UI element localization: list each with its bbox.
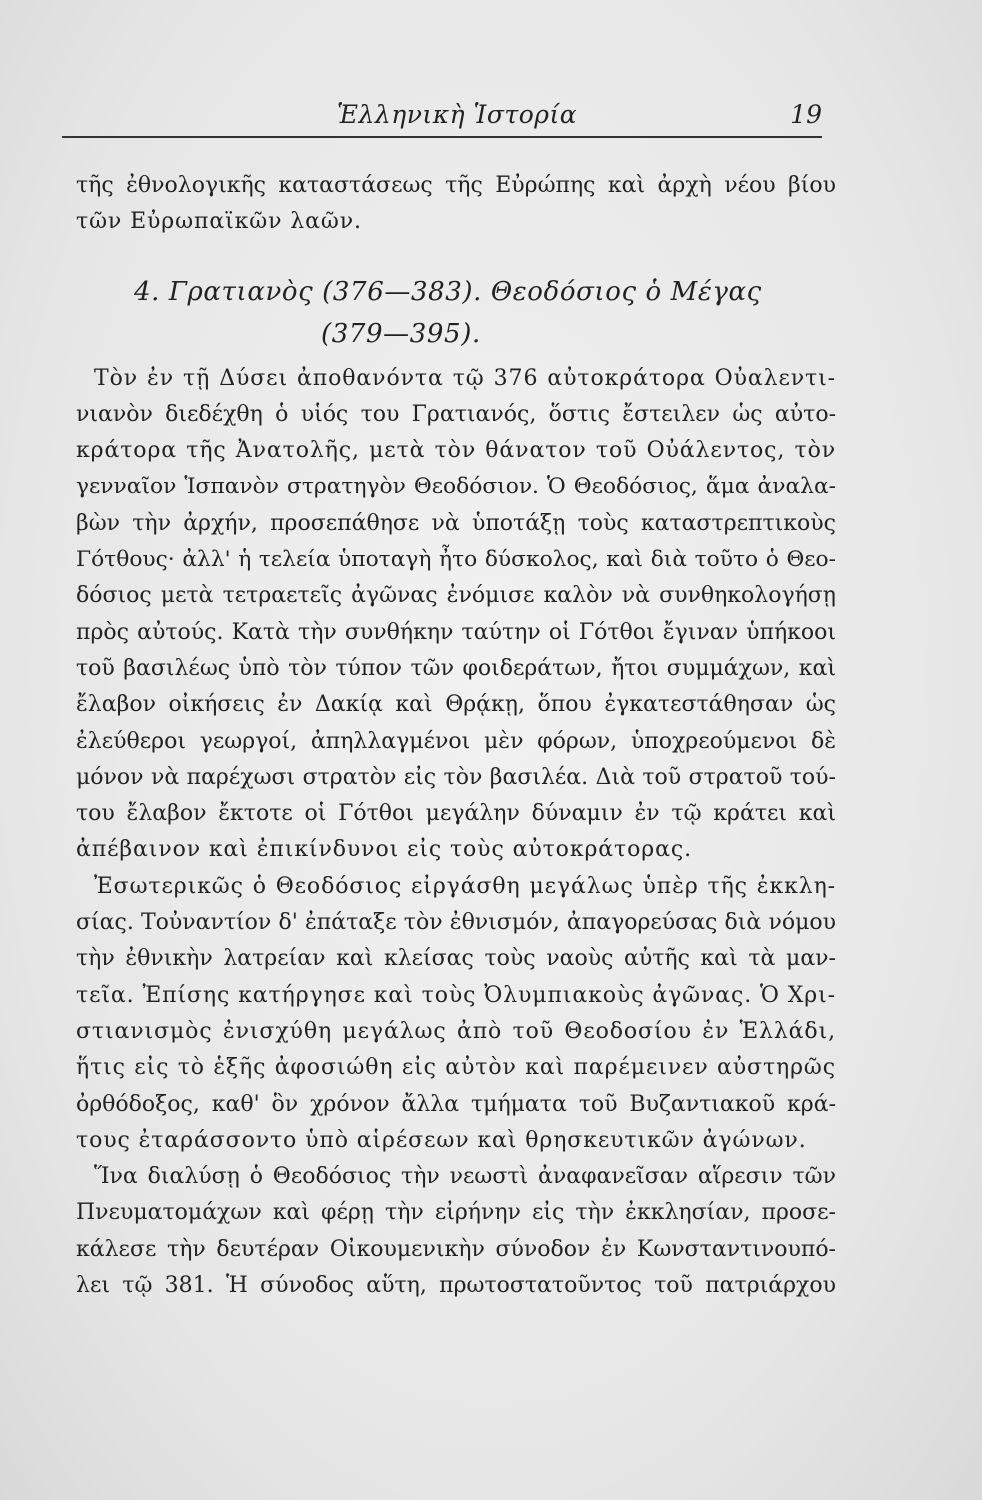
text-line: στιανισμὸς ἐνισχύθη μεγάλως ἀπὸ τοῦ Θεοδοσίου ἐν Ἑλλάδι, [76, 1018, 836, 1044]
paragraph-1 [76, 361, 836, 869]
text-line: Τὸν ἐν τῇ Δύσει ἀποθανόντα τῷ 376 αὐτοκράτορα Οὐαλεντι- [94, 365, 836, 391]
text-line: του ἔλαβον ἔκτοτε οἱ Γότθοι μεγάλην δύναμιν ἐν τῷ κράτει καὶ [76, 801, 836, 827]
text-line: Ἐσωτερικῶς ὁ Θεοδόσιος εἰργάσθη μεγάλως ὑπὲρ τῆς ἐκκλη- [94, 873, 836, 899]
text-line: τῆς ἐθνολογικῆς καταστάσεως τῆς Εὐρώπης καὶ ἀρχὴ νέου βίου [76, 173, 836, 198]
text-line: ἔλαβον οἰκήσεις ἐν Δακίᾳ καὶ Θρᾴκῃ, ὅπου ἐγκατεστάθησαν ὡς [76, 692, 836, 718]
text-line: τῶν Εὐρωπαϊκῶν λαῶν. [76, 209, 362, 235]
paragraph-3 [76, 1159, 836, 1304]
text-line: νιανὸν διεδέχθη ὁ υἱός του Γρατιανός, ὅστις ἔστειλεν ὡς αὐτο- [76, 401, 836, 427]
text-line: Γότθους· ἀλλ' ἡ τελεία ὑποταγὴ ἦτο δύσκολος, καὶ διὰ τοῦτο ὁ Θεο- [76, 547, 836, 573]
text-line: ἀπέβαινον καὶ ἐπικίνδυνοι εἰς τοὺς αὐτοκράτορας. [76, 837, 692, 863]
running-head [62, 96, 822, 138]
text-line: γενναῖον Ἱσπανὸν στρατηγὸν Θεοδόσιον. Ὁ Θεοδόσιος, ἅμα ἀναλα- [76, 474, 836, 500]
text-line: σίας. Τοὐναντίον δ' ἐπάταξε τὸν ἐθνισμόν, ἀπαγορεύσας διὰ νόμου [76, 910, 836, 936]
text-line: πρὸς αὐτούς. Κατὰ τὴν συνθήκην ταύτην οἱ Γότθοι ἔγιναν ὑπήκοοι [76, 619, 836, 645]
running-title: Ἑλληνικὴ Ἱστορία [337, 100, 578, 129]
text-line: μόνον νὰ παρέχωσι στρατὸν εἰς τὸν βασιλέα. Διὰ τοῦ στρατοῦ τού- [76, 764, 836, 790]
text-line: ὀρθόδοξος, καθ' ὃν χρόνον ἄλλα τμήματα τοῦ Βυζαντιακοῦ κρά- [76, 1091, 836, 1117]
paragraph-2 [76, 869, 836, 1159]
text-line: κάλεσε τὴν δευτέραν Οἰκουμενικὴν σύνοδον ἐν Κωνσταντινουπό- [76, 1236, 836, 1262]
section-heading: 4. Γρατιανὸς (376—383). Θεοδόσιος ὁ Μέγας [134, 276, 762, 307]
text-line: τὴν ἐθνικὴν λατρείαν καὶ κλείσας τοὺς ναοὺς αὐτῆς καὶ τὰ μαν- [76, 946, 836, 972]
text-line: κράτορα τῆς Ἀνατολῆς, μετὰ τὸν θάνατον τοῦ Οὐάλεντος, τὸν [76, 438, 836, 464]
text-line: ἐλεύθεροι γεωργοί, ἀπηλλαγμένοι μὲν φόρων, ὑποχρεούμενοι δὲ [76, 728, 836, 754]
text-line: τους ἐταράσσοντο ὑπὸ αἱρέσεων καὶ θρησκευτικῶν ἀγώνων. [76, 1127, 807, 1153]
intro-paragraph [76, 168, 836, 241]
page-number: 19 [790, 100, 822, 129]
text-line: ἥτις εἰς τὸ ἑξῆς ἀφοσιώθη εἰς αὐτὸν καὶ παρέμεινεν αὐστηρῶς [76, 1055, 836, 1081]
body-text [76, 168, 836, 1304]
text-line: τοῦ βασιλέως ὑπὸ τὸν τύπον τῶν φοιδεράτων, ἤτοι συμμάχων, καὶ [76, 655, 836, 681]
text-line: τεῖα. Ἐπίσης κατήργησε καὶ τοὺς Ὀλυμπιακοὺς ἀγῶνας. Ὁ Χρι- [76, 982, 836, 1008]
text-line: βὼν τὴν ἀρχήν, προσεπάθησε νὰ ὑποτάξῃ τοὺς καταστρεπτικοὺς [76, 510, 836, 536]
text-line: Ἵνα διαλύσῃ ὁ Θεοδόσιος τὴν νεωστὶ ἀναφανεῖσαν αἵρεσιν τῶν [94, 1164, 836, 1190]
text-line: Πνευματομάχων καὶ φέρῃ τὴν εἰρήνην εἰς τὴν ἐκκλησίαν, προσε- [76, 1200, 836, 1226]
text-line: δόσιος μετὰ τετραετεῖς ἀγῶνας ἐνόμισε καλὸν νὰ συνθηκολογήσῃ [76, 583, 836, 609]
section-heading-dates: (379—395). [321, 318, 481, 349]
text-line: λει τῷ 381. Ἡ σύνοδος αὕτη, πρωτοστατοῦντος τοῦ πατριάρχου [76, 1273, 836, 1299]
